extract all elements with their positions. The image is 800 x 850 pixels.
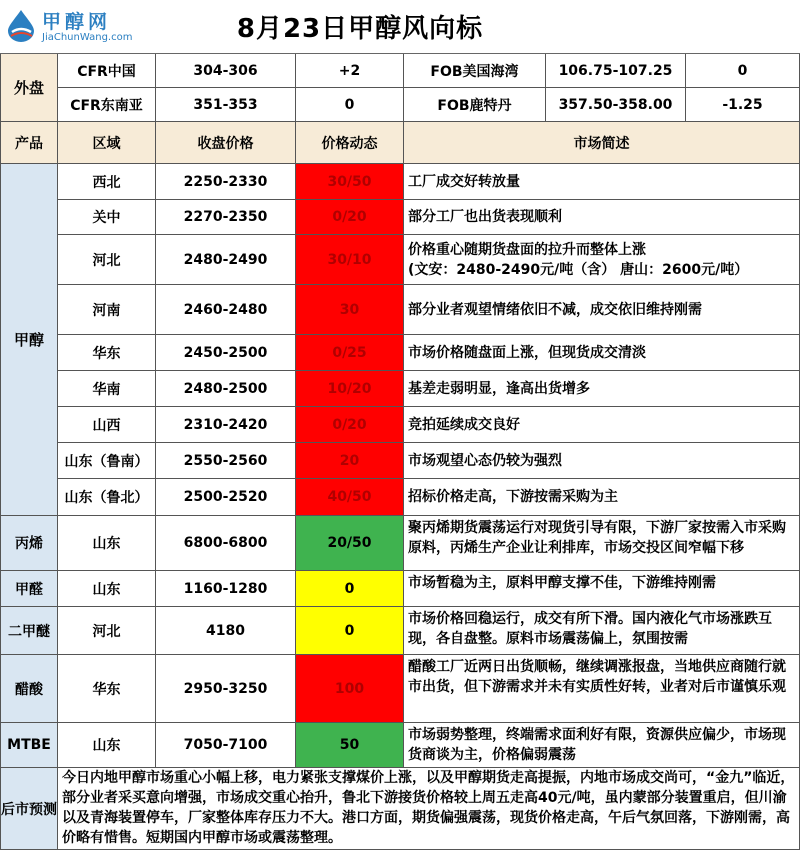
region-cell: 山东 [58, 723, 156, 768]
foreign-change: -1.25 [686, 88, 800, 122]
region-cell: 华东 [58, 655, 156, 723]
page-title: 8月23日甲醇风向标 [236, 14, 484, 44]
desc-cell: 部分工厂也出货表现顺利 [404, 200, 800, 235]
desc-cell: 招标价格走高，下游按需采购为主 [404, 479, 800, 516]
product-label: MTBE [0, 723, 58, 768]
forecast-label: 后市预测 [0, 768, 58, 850]
region-cell: 华南 [58, 371, 156, 407]
foreign-price: 351-353 [156, 88, 296, 122]
price-cell: 2480-2490 [156, 235, 296, 285]
desc-cell: 市场暂稳为主，原料甲醇支撑不佳，下游维持刚需 [404, 571, 800, 607]
column-header-price: 收盘价格 [156, 122, 296, 164]
desc-cell: 价格重心随期货盘面的拉升而整体上涨 (文安：2480-2490元/吨（含） 唐山：2600元/吨） [404, 235, 800, 285]
forecast-text: 今日内地甲醇市场重心小幅上移，电力紧张支撑煤价上涨，以及甲醇期货走高提振，内地市场成交尚可，“金九”临近，部分业者采买意向增强，市场成交重心抬升，鲁北下游接货价格较上周五走高40元/吨，虽内蒙部分装置重启，但川渝以及青海装置停车，厂家整体库存压力不大。港口方面，期货偏强震荡，现货价格走高，午后气氛回落，下游刚需，高价略有惜售。短期国内甲醇市场或震荡整理。 [58, 768, 800, 850]
foreign-name: FOB美国海湾 [404, 54, 546, 88]
change-cell: 20/50 [296, 516, 404, 571]
change-cell: 0 [296, 607, 404, 655]
change-cell: 100 [296, 655, 404, 723]
product-label: 丙烯 [0, 516, 58, 571]
price-cell: 1160-1280 [156, 571, 296, 607]
region-cell: 山西 [58, 407, 156, 443]
price-cell: 2550-2560 [156, 443, 296, 479]
change-cell: 20 [296, 443, 404, 479]
foreign-market-label: 外盘 [0, 54, 58, 122]
desc-cell: 市场价格回稳运行，成交有所下滑。国内液化气市场涨跌互现，各自盘整。原料市场震荡偏上，氛围按需 [404, 607, 800, 655]
product-label: 甲醛 [0, 571, 58, 607]
desc-cell: 竞拍延续成交良好 [404, 407, 800, 443]
product-label: 醋酸 [0, 655, 58, 723]
change-cell: 40/50 [296, 479, 404, 516]
desc-cell: 市场观望心态仍较为强烈 [404, 443, 800, 479]
change-cell: 30/10 [296, 235, 404, 285]
region-cell: 山东 [58, 571, 156, 607]
header [0, 0, 800, 54]
change-cell: 10/20 [296, 371, 404, 407]
logo-chinese-name: 甲醇网 [42, 11, 112, 33]
desc-cell: 聚丙烯期货震荡运行对现货引导有限，下游厂家按需入市采购原料，丙烯生产企业让利排库，市场交投区间窄幅下移 [404, 516, 800, 571]
price-cell: 2270-2350 [156, 200, 296, 235]
column-header-desc: 市场简述 [404, 122, 800, 164]
region-cell: 关中 [58, 200, 156, 235]
price-cell: 2950-3250 [156, 655, 296, 723]
logo-english-name: JiaChunWang.com [42, 32, 133, 43]
foreign-name: CFR东南亚 [58, 88, 156, 122]
foreign-change: +2 [296, 54, 404, 88]
product-label-methanol: 甲醇 [0, 164, 58, 516]
desc-cell: 市场弱势整理，终端需求面利好有限，资源供应偏少，市场现货商谈为主，价格偏弱震荡 [404, 723, 800, 768]
foreign-name: CFR中国 [58, 54, 156, 88]
desc-cell: 市场价格随盘面上涨，但现货成交清淡 [404, 335, 800, 371]
price-cell: 2450-2500 [156, 335, 296, 371]
foreign-change: 0 [686, 54, 800, 88]
region-cell: 西北 [58, 164, 156, 200]
region-cell: 华东 [58, 335, 156, 371]
foreign-price: 304-306 [156, 54, 296, 88]
change-cell: 0 [296, 571, 404, 607]
foreign-price: 106.75-107.25 [546, 54, 686, 88]
price-cell: 2310-2420 [156, 407, 296, 443]
price-cell: 6800-6800 [156, 516, 296, 571]
price-cell: 7050-7100 [156, 723, 296, 768]
price-cell: 2460-2480 [156, 285, 296, 335]
change-cell: 50 [296, 723, 404, 768]
region-cell: 山东 [58, 516, 156, 571]
price-cell: 2500-2520 [156, 479, 296, 516]
foreign-change: 0 [296, 88, 404, 122]
desc-cell: 基差走弱明显，逢高出货增多 [404, 371, 800, 407]
column-header-product: 产品 [0, 122, 58, 164]
change-cell: 0/20 [296, 407, 404, 443]
desc-cell: 部分业者观望情绪依旧不减，成交依旧维持刚需 [404, 285, 800, 335]
foreign-name: FOB鹿特丹 [404, 88, 546, 122]
column-header-change: 价格动态 [296, 122, 404, 164]
foreign-price: 357.50-358.00 [546, 88, 686, 122]
change-cell: 0/25 [296, 335, 404, 371]
desc-cell: 醋酸工厂近两日出货顺畅，继续调涨报盘，当地供应商随行就市出货，但下游需求并未有实质性好转，业者对后市谨慎乐观 [404, 655, 800, 723]
region-cell: 山东（鲁南） [58, 443, 156, 479]
region-cell: 河南 [58, 285, 156, 335]
region-cell: 河北 [58, 235, 156, 285]
region-cell: 山东（鲁北） [58, 479, 156, 516]
desc-cell: 工厂成交好转放量 [404, 164, 800, 200]
region-cell: 河北 [58, 607, 156, 655]
column-header-region: 区域 [58, 122, 156, 164]
product-label: 二甲醚 [0, 607, 58, 655]
change-cell: 30/50 [296, 164, 404, 200]
price-cell: 4180 [156, 607, 296, 655]
change-cell: 0/20 [296, 200, 404, 235]
price-cell: 2480-2500 [156, 371, 296, 407]
change-cell: 30 [296, 285, 404, 335]
price-cell: 2250-2330 [156, 164, 296, 200]
